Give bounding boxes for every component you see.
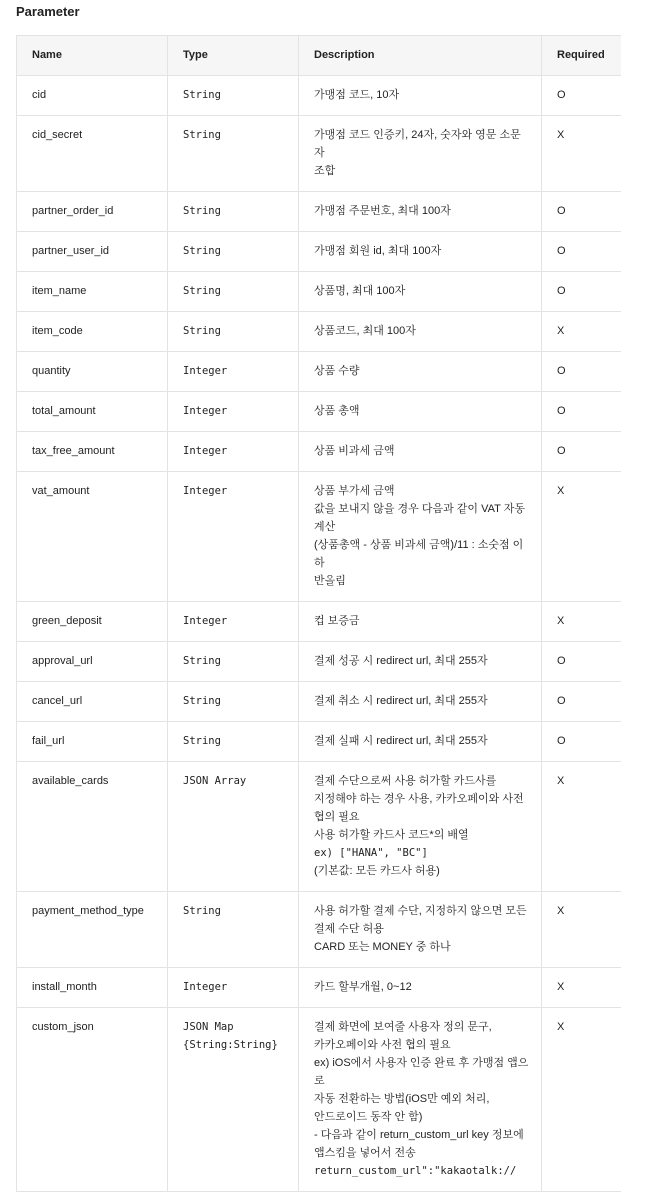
param-type: Integer <box>168 352 299 392</box>
description-line: ex) ["HANA", "BC"] <box>314 847 428 859</box>
description-line: 결제 화면에 보여줄 사용자 정의 문구, <box>314 1021 492 1033</box>
description-line: CARD 또는 MONEY 중 하나 <box>314 941 451 953</box>
table-row <box>17 392 621 432</box>
description-line: 상품코드, 최대 100자 <box>314 325 416 337</box>
table-row <box>17 232 621 272</box>
description-line: 가맹점 코드 인증키, 24자, 숫자와 영문 소문자 <box>314 129 521 159</box>
param-required: X <box>542 968 621 1008</box>
param-name: total_amount <box>17 392 168 432</box>
description-line: (상품총액 - 상품 비과세 금액)/11 : 소숫점 이하 <box>314 539 524 569</box>
param-required: O <box>542 432 621 472</box>
table-row <box>17 76 621 116</box>
param-name: green_deposit <box>17 602 168 642</box>
column-header-type: Type <box>168 36 299 76</box>
param-name: available_cards <box>17 762 168 892</box>
param-description <box>299 642 542 682</box>
param-description <box>299 762 542 892</box>
param-description <box>299 432 542 472</box>
table-row <box>17 432 621 472</box>
table-row <box>17 1008 621 1192</box>
description-line: 상품 부가세 금액 <box>314 485 395 497</box>
description-line: 가맹점 코드, 10자 <box>314 89 400 101</box>
description-line: 가맹점 주문번호, 최대 100자 <box>314 205 451 217</box>
column-header-description: Description <box>299 36 542 76</box>
param-required: O <box>542 352 621 392</box>
description-line: 결제 취소 시 redirect url, 최대 255자 <box>314 695 488 707</box>
table-row <box>17 892 621 968</box>
description-line: 협의 필요 <box>314 811 360 823</box>
param-type: Integer <box>168 392 299 432</box>
table-row <box>17 116 621 192</box>
description-line: 상품 수량 <box>314 365 360 377</box>
param-description <box>299 116 542 192</box>
table-row <box>17 682 621 722</box>
param-name: tax_free_amount <box>17 432 168 472</box>
param-description <box>299 892 542 968</box>
description-line: return_custom_url":"kakaotalk:// <box>314 1165 517 1177</box>
param-type: String <box>168 642 299 682</box>
param-name: item_name <box>17 272 168 312</box>
param-description <box>299 312 542 352</box>
description-line: 값을 보내지 않을 경우 다음과 같이 VAT 자동 <box>314 503 525 515</box>
description-line: 상품 비과세 금액 <box>314 445 395 457</box>
param-type: Integer <box>168 432 299 472</box>
param-required: O <box>542 392 621 432</box>
param-type: String <box>168 722 299 762</box>
table-row <box>17 352 621 392</box>
param-type: Integer <box>168 602 299 642</box>
description-line: 결제 성공 시 redirect url, 최대 255자 <box>314 655 488 667</box>
param-required: O <box>542 682 621 722</box>
param-required: O <box>542 642 621 682</box>
param-description <box>299 352 542 392</box>
param-required: X <box>542 116 621 192</box>
param-required: O <box>542 76 621 116</box>
description-line: (기본값: 모든 카드사 허용) <box>314 865 440 877</box>
param-description <box>299 232 542 272</box>
description-line: - 다음과 같이 return_custom_url key 정보에 <box>314 1129 524 1141</box>
param-required: O <box>542 272 621 312</box>
param-type: String <box>168 892 299 968</box>
param-name: custom_json <box>17 1008 168 1192</box>
param-name: fail_url <box>17 722 168 762</box>
description-line: 카카오페이와 사전 협의 필요 <box>314 1039 451 1051</box>
param-type: String <box>168 232 299 272</box>
param-type: Integer <box>168 968 299 1008</box>
table-row <box>17 312 621 352</box>
description-line: 안드로이드 동작 안 함) <box>314 1111 423 1123</box>
param-description <box>299 682 542 722</box>
param-name: vat_amount <box>17 472 168 602</box>
param-description <box>299 76 542 116</box>
parameter-table-container <box>16 35 620 1192</box>
param-name: cancel_url <box>17 682 168 722</box>
param-name: quantity <box>17 352 168 392</box>
description-line: 반올림 <box>314 575 346 587</box>
param-type: String <box>168 192 299 232</box>
table-row <box>17 272 621 312</box>
description-line: 계산 <box>314 521 336 533</box>
description-line: 사용 허가할 결제 수단, 지정하지 않으면 모든 <box>314 905 527 917</box>
description-line: 앱스킴을 넣어서 전송 <box>314 1147 416 1159</box>
table-row <box>17 722 621 762</box>
param-name: cid <box>17 76 168 116</box>
table-row <box>17 602 621 642</box>
param-description <box>299 1008 542 1192</box>
description-line: 자동 전환하는 방법(iOS만 예외 처리, <box>314 1093 490 1105</box>
param-description <box>299 602 542 642</box>
param-required: O <box>542 722 621 762</box>
column-header-name: Name <box>17 36 168 76</box>
param-required: X <box>542 312 621 352</box>
description-line: 카드 할부개월, 0~12 <box>314 981 412 993</box>
param-name: partner_user_id <box>17 232 168 272</box>
param-type: String <box>168 272 299 312</box>
param-required: O <box>542 232 621 272</box>
param-required: X <box>542 1008 621 1192</box>
param-description <box>299 722 542 762</box>
param-description <box>299 472 542 602</box>
description-line: 조합 <box>314 165 336 177</box>
param-required: O <box>542 192 621 232</box>
param-name: install_month <box>17 968 168 1008</box>
description-line: 상품명, 최대 100자 <box>314 285 406 297</box>
param-name: approval_url <box>17 642 168 682</box>
param-description <box>299 968 542 1008</box>
param-required: X <box>542 892 621 968</box>
column-header-required: Required <box>542 36 621 76</box>
description-line: 결제 수단 허용 <box>314 923 384 935</box>
param-name: cid_secret <box>17 116 168 192</box>
param-required: X <box>542 602 621 642</box>
table-row <box>17 968 621 1008</box>
param-type: String <box>168 312 299 352</box>
description-line: 결제 실패 시 redirect url, 최대 255자 <box>314 735 488 747</box>
table-row <box>17 192 621 232</box>
param-name: item_code <box>17 312 168 352</box>
param-type: JSON Map {String:String} <box>168 1008 299 1192</box>
parameter-table <box>16 35 621 1192</box>
param-type: String <box>168 76 299 116</box>
section-heading: Parameter <box>16 4 80 19</box>
table-row <box>17 472 621 602</box>
description-line: 가맹점 회원 id, 최대 100자 <box>314 245 442 257</box>
param-name: payment_method_type <box>17 892 168 968</box>
table-row <box>17 642 621 682</box>
param-description <box>299 272 542 312</box>
table-row <box>17 762 621 892</box>
description-line: 사용 허가할 카드사 코드*의 배열 <box>314 829 469 841</box>
param-required: X <box>542 472 621 602</box>
description-line: 지정해야 하는 경우 사용, 카카오페이와 사전 <box>314 793 524 805</box>
description-line: 결제 수단으로써 사용 허가할 카드사를 <box>314 775 497 787</box>
param-type: JSON Array <box>168 762 299 892</box>
description-line: 컵 보증금 <box>314 615 360 627</box>
description-line: 상품 총액 <box>314 405 360 417</box>
table-header-row <box>17 36 621 76</box>
description-line: ex) iOS에서 사용자 인증 완료 후 가맹점 앱으로 <box>314 1057 529 1087</box>
param-type: String <box>168 682 299 722</box>
param-type: Integer <box>168 472 299 602</box>
param-name: partner_order_id <box>17 192 168 232</box>
param-description <box>299 192 542 232</box>
param-required: X <box>542 762 621 892</box>
param-type: String <box>168 116 299 192</box>
param-description <box>299 392 542 432</box>
